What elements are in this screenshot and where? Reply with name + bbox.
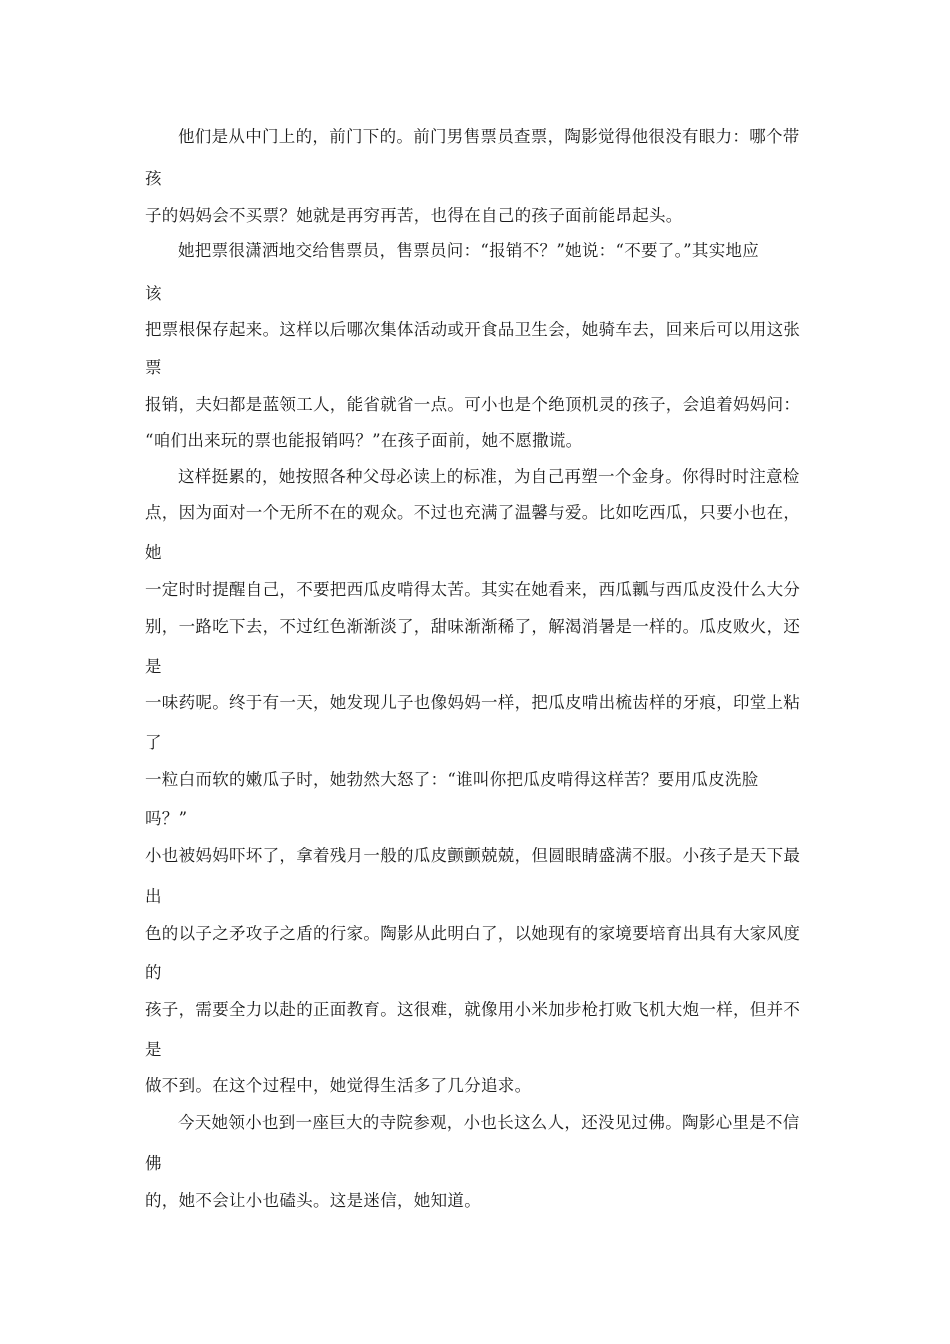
- text-line: 了: [145, 733, 162, 752]
- text-line: 色的以子之矛攻子之盾的行家。陶影从此明白了，以她现有的家境要培育出具有大家风度: [145, 924, 801, 943]
- text-line: 的，她不会让小也磕头。这是迷信，她知道。: [145, 1191, 481, 1210]
- text-line: 点，因为面对一个无所不在的观众。不过也充满了温馨与爱。比如吃西瓜，只要小也在，: [145, 503, 801, 522]
- text-line: 是: [145, 657, 162, 676]
- text-line: 是: [145, 1040, 162, 1059]
- text-line: 吗？”: [145, 809, 188, 828]
- text-line: 她: [145, 543, 162, 562]
- text-line: 小也被妈妈吓坏了，拿着残月一般的瓜皮颤颤兢兢，但圆眼睛盛满不服。小孩子是天下最: [145, 846, 801, 865]
- text-line: 把票根保存起来。这样以后哪次集体活动或开食品卫生会，她骑车去，回来后可以用这张: [145, 320, 801, 339]
- text-line: 她把票很潇洒地交给售票员，售票员问：“报销不？”她说：“不要了。”其实地应: [178, 241, 760, 260]
- text-line: 佛: [145, 1154, 162, 1173]
- text-line: 子的妈妈会不买票？她就是再穷再苦，也得在自己的孩子面前能昂起头。: [145, 206, 683, 225]
- text-line: 今天她领小也到一座巨大的寺院参观，小也长这么人，还没见过佛。陶影心里是不信: [178, 1113, 800, 1132]
- text-line: 孩子，需要全力以赴的正面教育。这很难，就像用小米加步枪打败飞机大炮一样，但并不: [145, 1000, 801, 1019]
- text-line: 一定时时提醒自己，不要把西瓜皮啃得太苦。其实在她看来，西瓜瓤与西瓜皮没什么大分: [145, 580, 801, 599]
- text-line: 出: [145, 887, 162, 906]
- text-line: 这样挺累的，她按照各种父母必读上的标准，为自己再塑一个金身。你得时时注意检: [178, 467, 800, 486]
- text-line: “咱们出来玩的票也能报销吗？”在孩子面前，她不愿撒谎。: [145, 431, 583, 450]
- text-line: 报销，夫妇都是蓝领工人，能省就省一点。可小也是个绝顶机灵的孩子，会追着妈妈问：: [145, 395, 801, 414]
- text-line: 票: [145, 358, 162, 377]
- text-line: 做不到。在这个过程中，她觉得生活多了几分追求。: [145, 1076, 532, 1095]
- text-line: 一粒白而软的嫩瓜子时，她勃然大怒了：“谁叫你把瓜皮啃得这样苦？要用瓜皮洗脸: [145, 770, 759, 789]
- text-line: 该: [145, 284, 162, 303]
- text-line: 一味药呢。终于有一天，她发现儿子也像妈妈一样，把瓜皮啃出梳齿样的牙痕，印堂上粘: [145, 693, 801, 712]
- text-line: 孩: [145, 169, 162, 188]
- text-line: 他们是从中门上的，前门下的。前门男售票员查票，陶影觉得他很没有眼力：哪个带: [178, 127, 800, 146]
- text-line: 别，一路吃下去，不过红色渐渐淡了，甜味渐渐稀了，解渴消暑是一样的。瓜皮败火，还: [145, 617, 801, 636]
- text-line: 的: [145, 963, 162, 982]
